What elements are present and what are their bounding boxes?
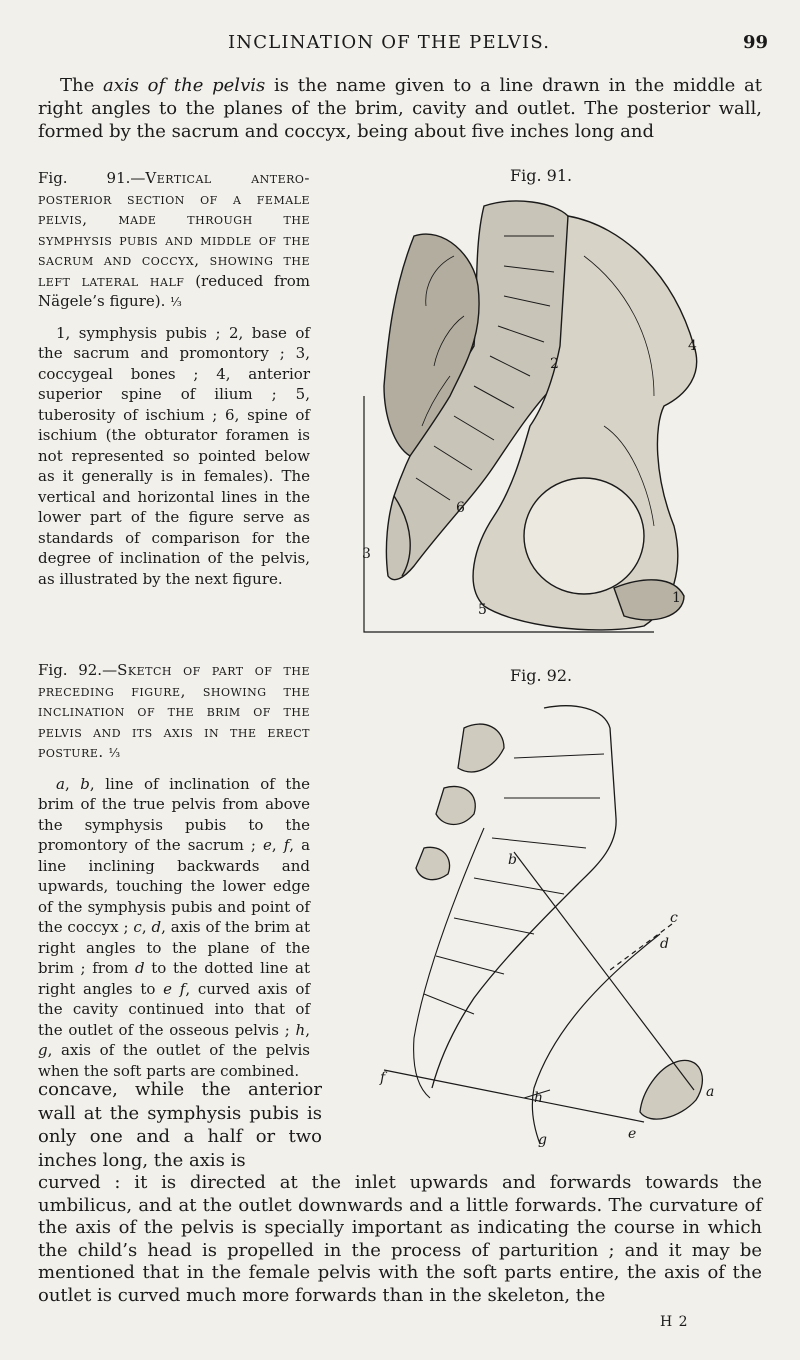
- closing-paragraph: curved : it is directed at the inlet upwards and forwards towards the umbilicus, and at the outlet downwards and a little forwards. The curvature of the axis of the pelvis is specially important as indicating the course in which the child’s head is propelled in the process of parturition ; and it may be mentioned that in the female pelvis with the soft parts entire, the axis of the outlet is curved much more forwards than in the skeleton, the: [38, 1172, 762, 1306]
- signature-mark: H 2: [660, 1314, 689, 1330]
- figure-92-marker-f: f: [380, 1070, 386, 1086]
- figure-91-pelvis-section: [354, 196, 774, 636]
- figure-92-marker-a: a: [706, 1084, 715, 1100]
- figure-92-caption: [38, 660, 310, 1081]
- figure-92-marker-d: d: [660, 936, 669, 952]
- figure-92-caption-body: a, b, line of inclination of the brim of the true pelvis from above the symphysis pubis to the promontory of the sacrum ; e, f, a line inclining backwards and upwards, touching the lower edge of the symphysis pubis and point of the coccyx ; c, d, axis of the brim at right angles to the plane of the brim ; from d to the dotted line at right angles to e f, curved axis of the cavity continued into that of the outlet of the osseous pelvis ; h, g, axis of the outlet of the pelvis when the soft parts are combined.: [38, 774, 311, 1080]
- page-number: 99: [742, 32, 768, 53]
- figure-92-label: Fig. 92.: [510, 666, 573, 685]
- figure-91-marker-1: 1: [672, 590, 681, 606]
- figure-92-marker-h: h: [534, 1090, 544, 1106]
- figure-91-marker-5: 5: [478, 602, 487, 618]
- figure-92-marker-b: b: [508, 852, 517, 868]
- continued-paragraph: concave, while the anterior wall at the symphysis pubis is only one and a half or two inches long, the axis is: [38, 1079, 322, 1171]
- figure-92-caption-title: Fig. 92.—Sketch of part of the preceding figure, showing the inclination of the brim of the pelvis and its axis in the erect posture. ⅓: [38, 661, 311, 761]
- figure-91-caption: [38, 168, 310, 589]
- intro-paragraph: The axis of the pelvis is the name given to a line drawn in the middle at right angles to the planes of the brim, cavity and outlet. The posterior wall, formed by the sacrum and coccyx, being about five inches long and: [38, 75, 762, 142]
- running-head: [0, 32, 800, 58]
- running-title: INCLINATION OF THE PELVIS.: [228, 32, 551, 53]
- figure-91-marker-6: 6: [456, 500, 465, 516]
- figure-91-label: Fig. 91.: [510, 166, 573, 185]
- figure-91-caption-title: Fig. 91.—Vertical antero-posterior section of a female pelvis, made through the symphysis pubis and middle of the sacrum and coccyx, showing the left lateral half (reduced from Nägele’s figure). ⅓: [38, 169, 311, 310]
- figure-92-inclination-sketch: [354, 698, 726, 1152]
- figure-91-marker-2: 2: [550, 356, 559, 372]
- figure-91-marker-3: 3: [362, 546, 371, 562]
- figure-92-marker-c: c: [670, 910, 678, 926]
- figure-92-marker-g: g: [538, 1132, 547, 1148]
- figure-91-caption-body: 1, symphysis pubis ; 2, base of the sacrum and promontory ; 3, coccygeal bones ; 4, anterior superior spine of ilium ; 5, tuberosity of ischium ; 6, spine of ischium (the obturator foramen is not represented so pointed below as it generally is in females). The vertical and horizontal lines in the lower part of the figure serve as standards of comparison for the degree of inclination of the pelvis, as illustrated by the next figure.: [38, 323, 310, 588]
- figure-92-marker-e: e: [628, 1126, 637, 1142]
- axis-term: axis of the pelvis: [103, 75, 266, 96]
- figure-91-marker-4: 4: [688, 338, 697, 354]
